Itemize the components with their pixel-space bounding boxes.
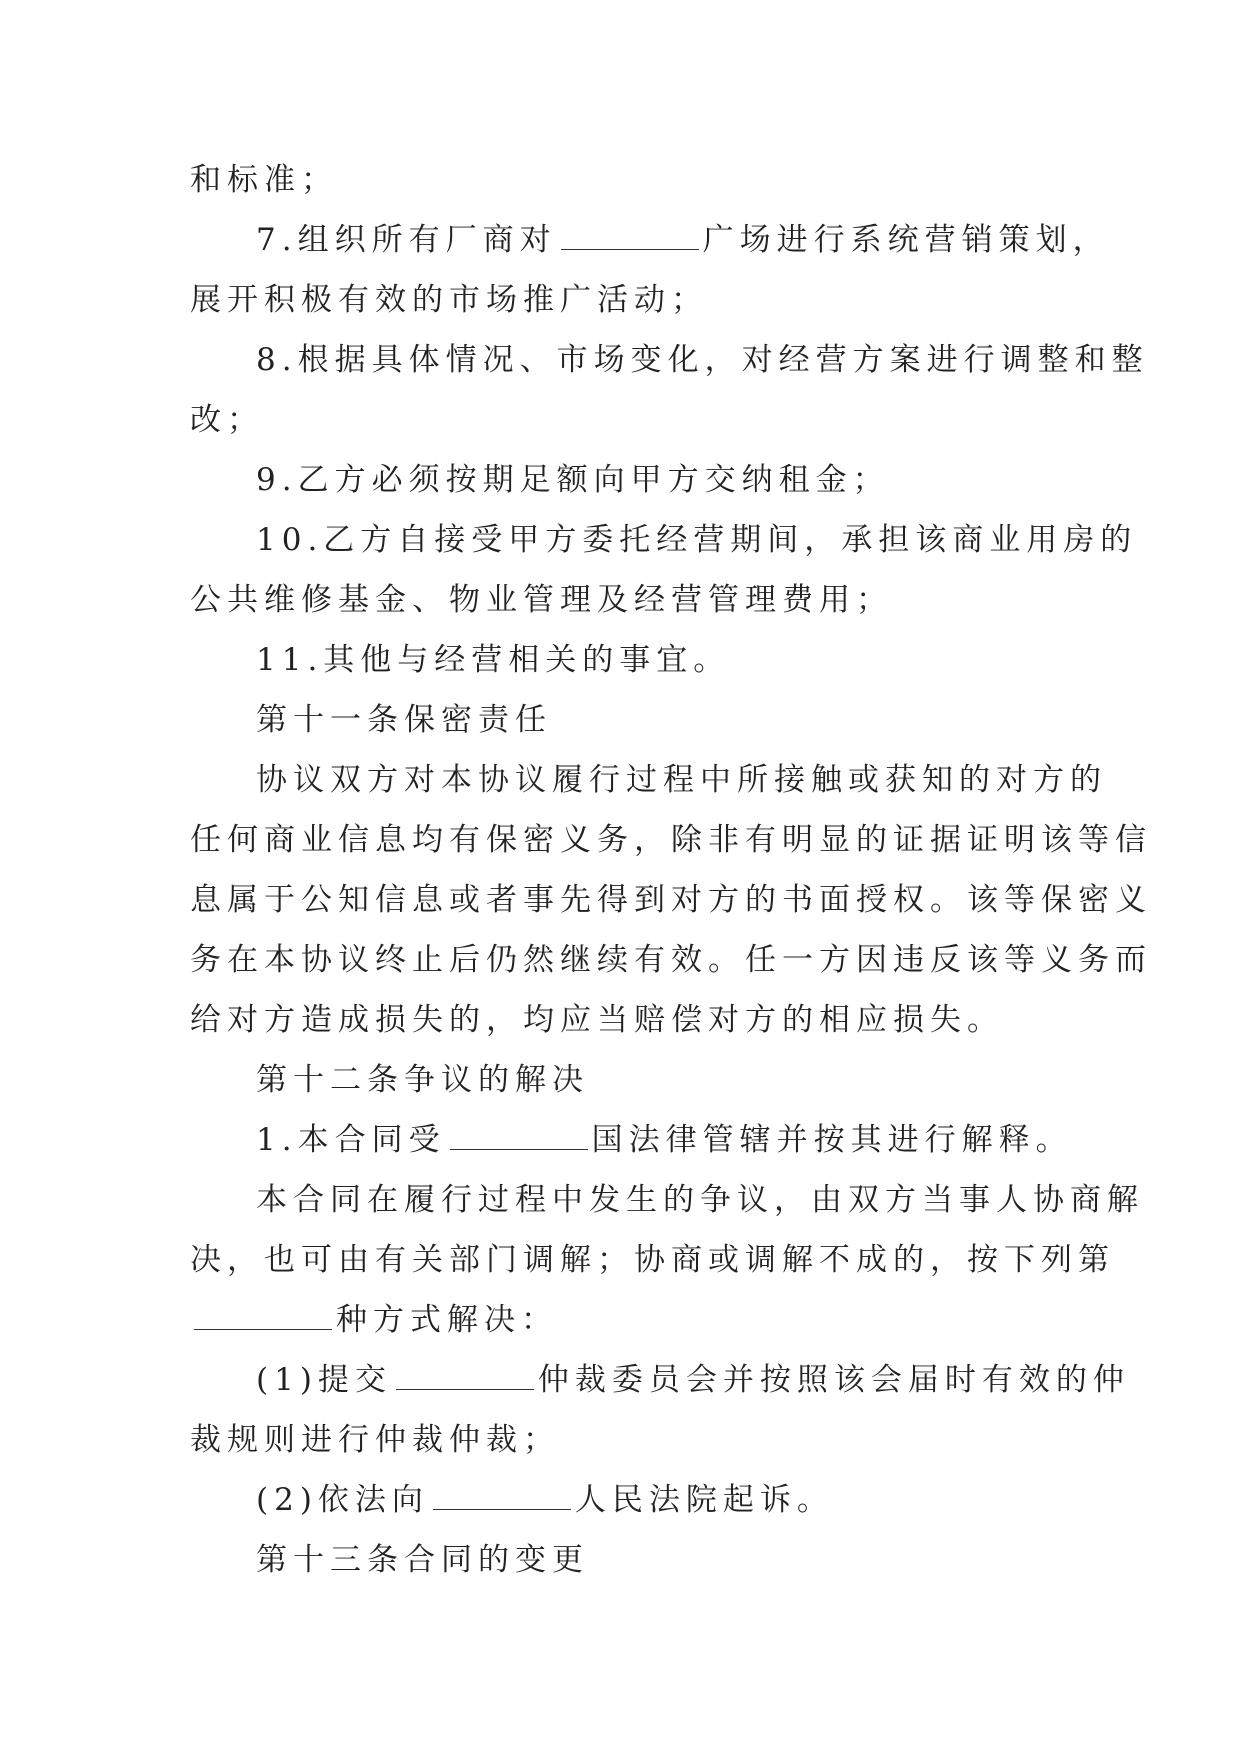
text-line	[190, 330, 1149, 390]
text-line	[190, 1170, 1144, 1230]
line-text: (1)提交	[256, 1362, 392, 1398]
line-text: 8.根据具体情况、市场变化，对经营方案进行调整和整	[256, 342, 1149, 378]
line-text: 国法律管辖并按其进行解释。	[591, 1122, 1073, 1158]
line-text: 决，也可由有关部门调解；协商或调解不成的，按下列第	[190, 1242, 1115, 1278]
line-text: (2)依法向	[256, 1482, 429, 1518]
text-line	[190, 750, 1107, 810]
line-text: 11.其他与经营相关的事宜。	[256, 642, 731, 678]
text-line	[190, 1470, 1056, 1530]
line-text: 人民法院起诉。	[574, 1482, 834, 1518]
text-line	[190, 1230, 1115, 1290]
fill-in-blank	[450, 1123, 588, 1150]
line-text: 务在本协议终止后仍然继续有效。任一方因违反该等义务而	[190, 942, 1152, 978]
text-line	[190, 870, 1152, 930]
text-line	[190, 1530, 1056, 1590]
text-line	[190, 570, 1056, 630]
fill-in-blank	[194, 1303, 332, 1330]
text-line	[190, 390, 1056, 450]
text-line	[190, 270, 1056, 330]
text-line	[190, 1110, 1073, 1170]
line-text: 9.乙方必须按期足额向甲方交纳租金；	[256, 462, 890, 498]
line-text: 第十二条争议的解决	[256, 1062, 589, 1098]
text-line	[190, 450, 1056, 510]
line-text: 种方式解决：	[336, 1302, 558, 1338]
line-text: 第十一条保密责任	[256, 702, 552, 738]
line-text: 10.乙方自接受甲方委托经营期间，承担该商业用房的	[256, 522, 1138, 558]
fill-in-blank	[433, 1483, 571, 1510]
text-line	[190, 930, 1152, 990]
text-line	[190, 210, 1110, 270]
line-text: 1.本合同受	[256, 1122, 446, 1158]
text-line	[190, 1290, 1056, 1350]
line-text: 改；	[190, 402, 264, 438]
text-line	[190, 1410, 1056, 1470]
line-text: 息属于公知信息或者事先得到对方的书面授权。该等保密义	[190, 882, 1152, 918]
line-text: 公共维修基金、物业管理及经营管理费用；	[190, 582, 893, 618]
text-line	[190, 630, 1056, 690]
line-text: 仲裁委员会并按照该会届时有效的仲	[537, 1362, 1130, 1398]
fill-in-blank	[396, 1363, 534, 1390]
line-text: 协议双方对本协议履行过程中所接触或获知的对方的	[256, 762, 1107, 798]
line-text: 给对方造成损失的，均应当赔偿对方的相应损失。	[190, 1002, 1004, 1038]
line-text: 广场进行系统营销策划，	[702, 222, 1110, 258]
line-text: 7.组织所有厂商对	[256, 222, 557, 258]
text-line	[190, 150, 1056, 210]
text-line	[190, 510, 1138, 570]
text-line	[190, 1050, 1056, 1110]
line-text: 任何商业信息均有保密义务，除非有明显的证据证明该等信	[190, 822, 1152, 858]
line-text: 第十三条合同的变更	[256, 1542, 589, 1578]
line-text: 展开积极有效的市场推广活动；	[190, 282, 708, 318]
line-text: 和标准；	[190, 162, 338, 198]
text-line	[190, 810, 1152, 870]
line-text: 本合同在履行过程中发生的争议，由双方当事人协商解	[256, 1182, 1144, 1218]
fill-in-blank	[561, 223, 699, 250]
line-text: 裁规则进行仲裁仲裁；	[190, 1422, 560, 1458]
text-line	[190, 690, 1056, 750]
text-line	[190, 1350, 1130, 1410]
text-line	[190, 990, 1056, 1050]
document-body	[190, 150, 1152, 1590]
